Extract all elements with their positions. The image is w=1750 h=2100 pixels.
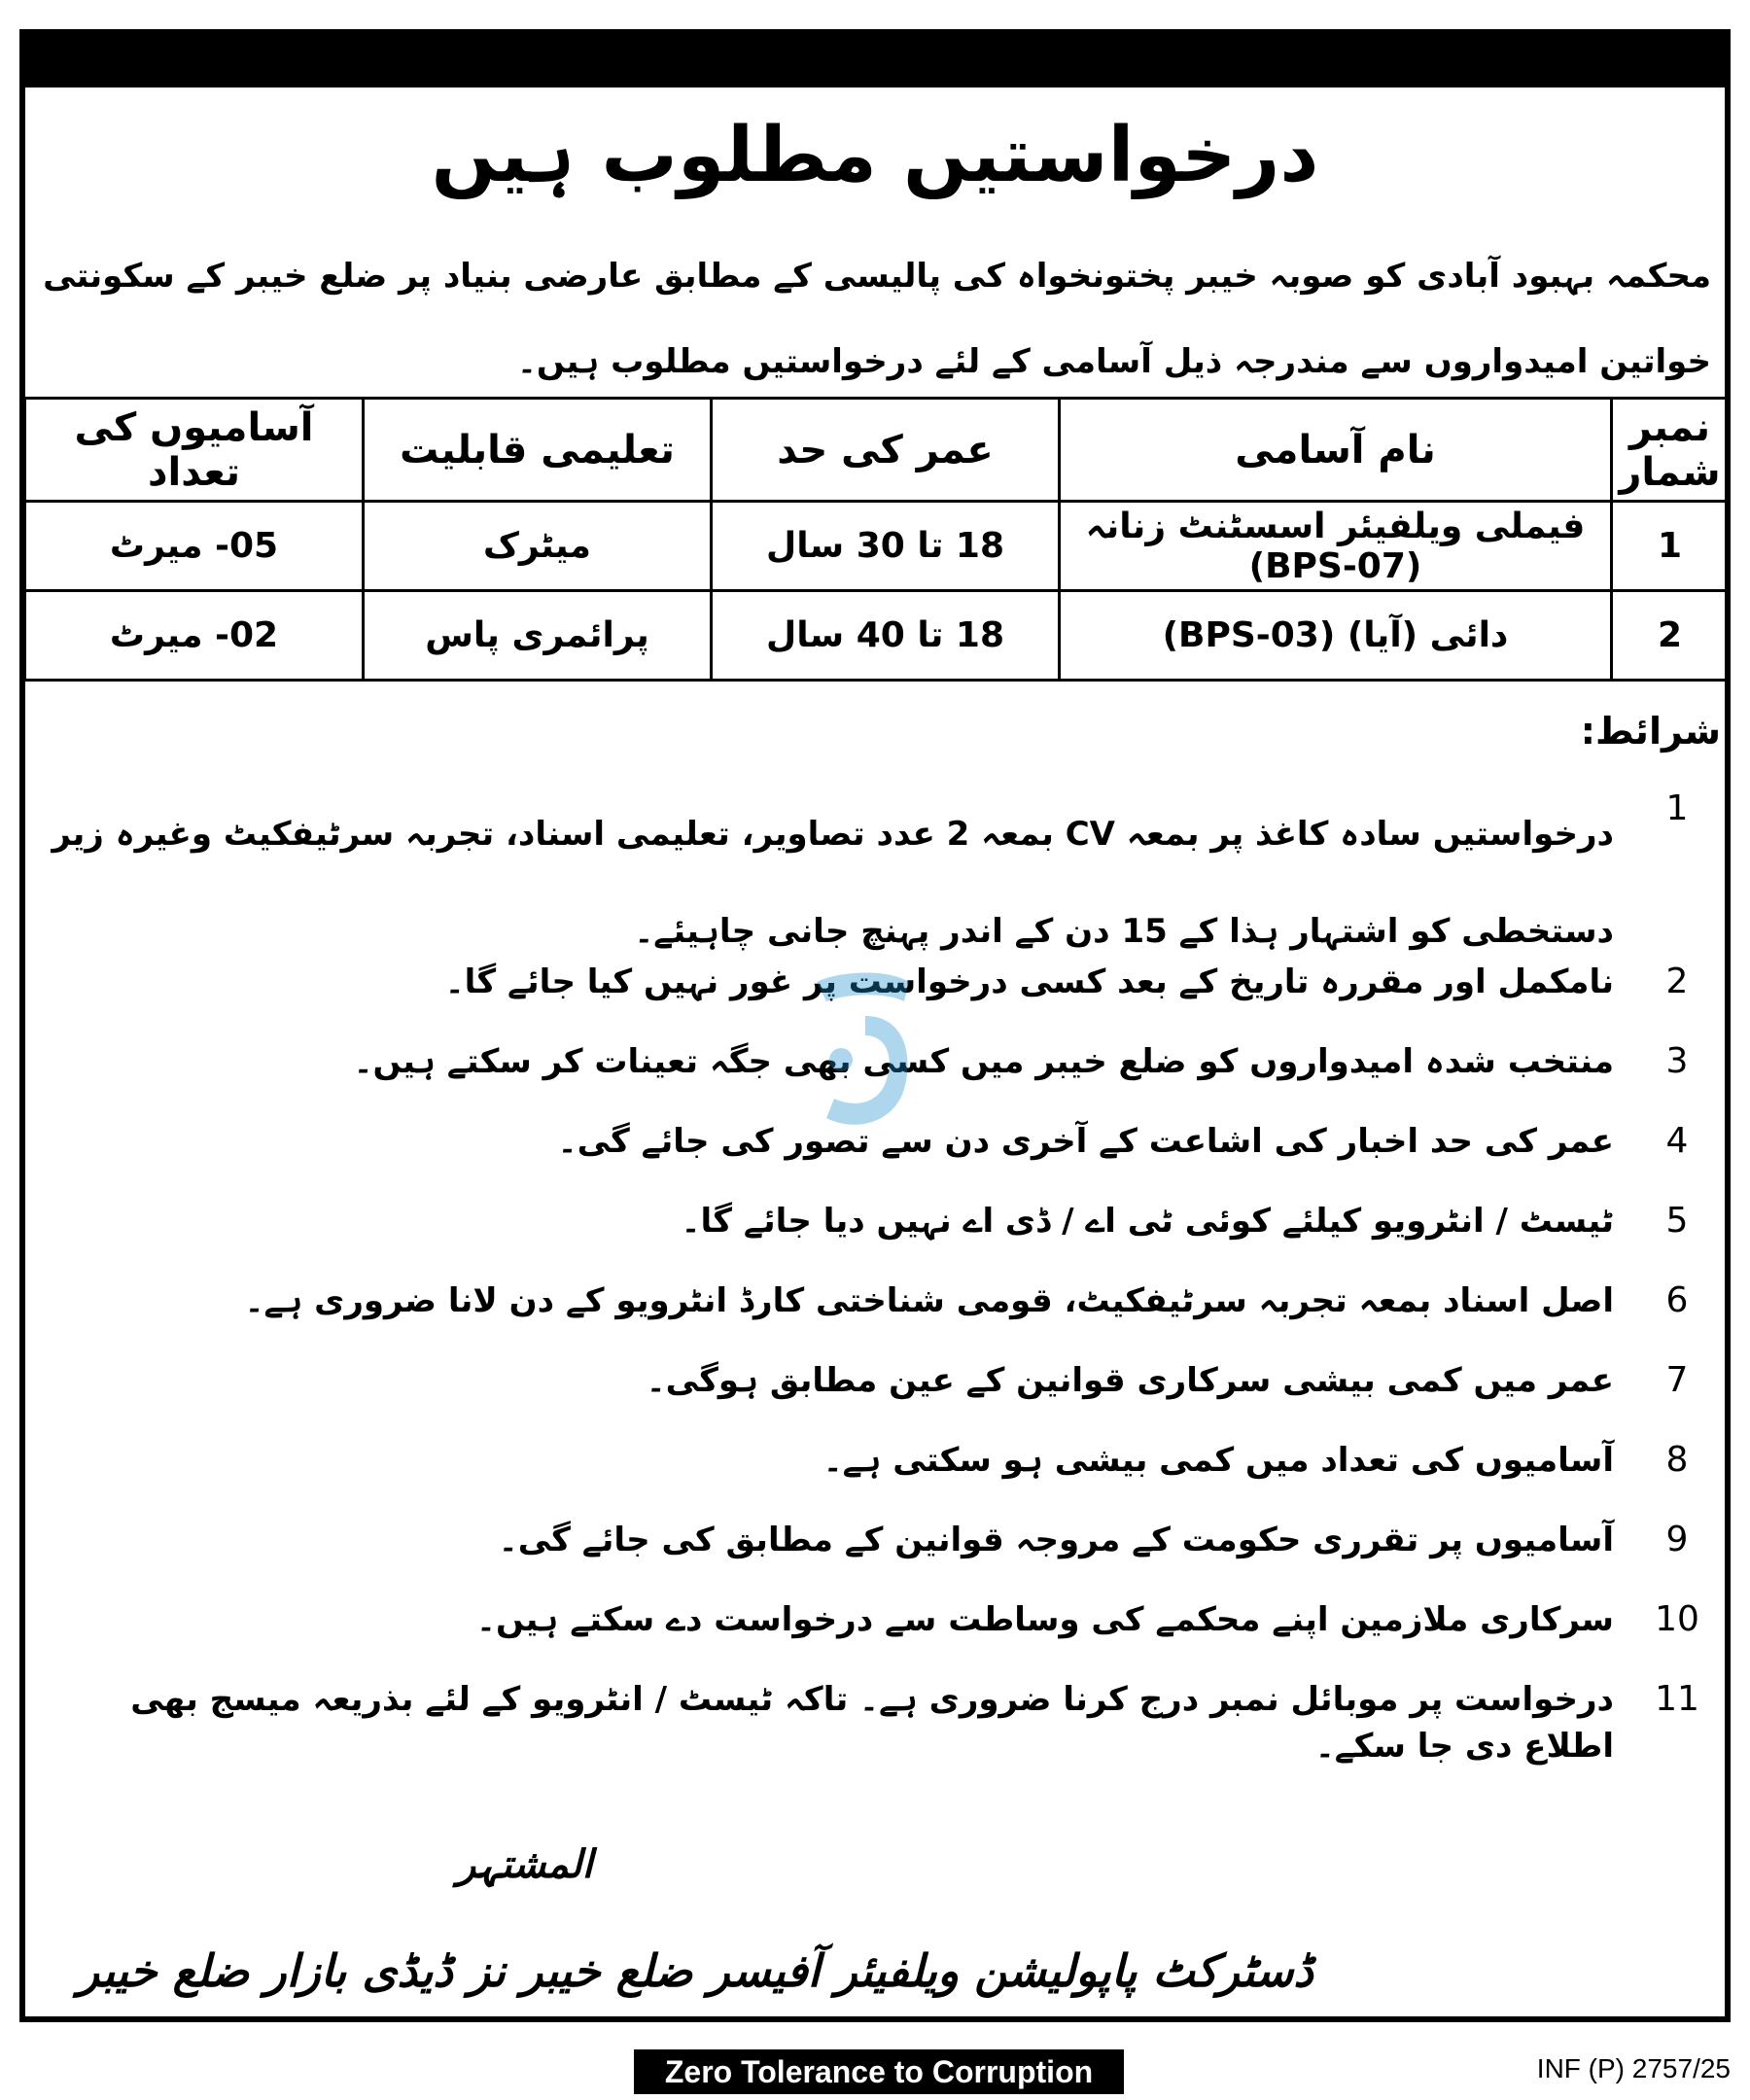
table-header-row	[25, 399, 1729, 502]
cell-qualification: پرائمری پاس	[364, 591, 712, 681]
cell-post-name: دائی (آیا) (BPS-03)	[1060, 591, 1612, 681]
condition-text: آسامیوں کی تعداد میں کمی بیشی ہو سکتی ہے۔	[822, 1441, 1614, 1480]
posts-table	[23, 397, 1730, 682]
condition-item	[29, 1198, 1711, 1244]
cell-post-count: 05- میرٹ	[25, 502, 364, 591]
header-post-name: نام آسامی	[1060, 399, 1612, 502]
condition-number: 6	[1665, 1280, 1689, 1320]
cell-age-limit: 18 تا 40 سال	[712, 591, 1060, 681]
condition-item	[29, 1676, 1711, 1769]
condition-item	[29, 1596, 1711, 1643]
advertiser-signature: ڈسٹرکٹ پاپولیشن ویلفیئر آفیسر ضلع خیبر نز ڈیڈی بازار ضلع خیبر	[78, 1944, 1313, 1997]
conditions-heading: شرائط:	[1580, 710, 1721, 752]
condition-number: 8	[1665, 1440, 1689, 1480]
condition-item	[29, 786, 1711, 980]
cell-post-count: 02- میرٹ	[25, 591, 364, 681]
condition-text: منتخب شدہ امیدواروں کو ضلع خیبر میں کسی بھی جگہ تعینات کر سکتے ہیں۔	[353, 1042, 1614, 1081]
condition-number: 10	[1655, 1599, 1699, 1639]
page-title: درخواستیں مطلوب ہیں	[431, 112, 1319, 199]
footer-reference: INF (P) 2757/25	[1536, 2053, 1731, 2083]
cell-post-name: فیملی ویلفیئر اسسٹنٹ زنانہ (BPS-07)	[1060, 502, 1612, 591]
intro-paragraph: محکمہ بہبود آبادی کو صوبہ خیبر پختونخواہ کی پالیسی کے مطابق عارضی بنیاد پر ضلع خیبر کے سکونتی خواتین امیدواروں سے مندرجہ ذیل آسامی کے لئے درخواستیں مطلوب ہیں۔	[43, 257, 1711, 381]
cell-qualification: میٹرک	[364, 502, 712, 591]
condition-text: سرکاری ملازمین اپنے محکمے کی وساطت سے درخواست دے سکتے ہیں۔	[476, 1600, 1614, 1639]
cell-serial: 2	[1612, 591, 1729, 681]
header-serial: نمبر شمار	[1612, 399, 1729, 502]
condition-text: ٹیسٹ / انٹرویو کیلئے کوئی ٹی اے / ڈی اے نہیں دیا جائے گا۔	[681, 1202, 1614, 1241]
condition-text: آسامیوں پر تقرری حکومت کے مروجہ قوانین کے مطابق کی جائے گی۔	[498, 1521, 1614, 1559]
condition-item	[29, 1517, 1711, 1563]
condition-item	[29, 1437, 1711, 1484]
table-row	[25, 502, 1729, 591]
watermark-logo-icon	[797, 962, 924, 1147]
condition-number: 3	[1665, 1041, 1689, 1081]
condition-item	[29, 1357, 1711, 1404]
advertiser-label: المشتہر	[457, 1842, 593, 1887]
condition-number: 5	[1665, 1201, 1689, 1241]
condition-number: 4	[1665, 1121, 1689, 1161]
cell-serial: 1	[1612, 502, 1729, 591]
condition-number: 1	[1665, 788, 1689, 828]
condition-text: درخواستیں سادہ کاغذ پر بمعہ CV بمعہ 2 عدد تصاویر، تعلیمی اسناد، تجربہ سرٹیفکیٹ وغیرہ زیر دستخطی کو اشتہار ہذا کے 15 دن کے اندر پہنچ جانی چاہیئے۔	[52, 815, 1614, 951]
header-age-limit: عمر کی حد	[712, 399, 1060, 502]
condition-number: 7	[1665, 1360, 1689, 1400]
condition-text: نامکمل اور مقررہ تاریخ کے بعد کسی درخواست پر غور نہیں کیا جائے گا۔	[444, 962, 1614, 1001]
cell-age-limit: 18 تا 30 سال	[712, 502, 1060, 591]
condition-number: 9	[1665, 1520, 1689, 1559]
condition-item	[29, 1278, 1711, 1324]
condition-text: اصل اسناد بمعہ تجربہ سرٹیفکیٹ، قومی شناختی کارڈ انٹرویو کے دن لانا ضروری ہے۔	[244, 1281, 1614, 1320]
condition-text: عمر کی حد اخبار کی اشاعت کے آخری دن سے تصور کی جائے گی۔	[557, 1122, 1614, 1161]
condition-text: عمر میں کمی بیشی سرکاری قوانین کے عین مطابق ہوگی۔	[646, 1361, 1614, 1400]
condition-text: درخواست پر موبائل نمبر درج کرنا ضروری ہے۔ تاکہ ٹیسٹ / انٹرویو کے لئے بذریعہ میسج بھی اطلاع دی جا سکے۔	[130, 1680, 1614, 1766]
condition-number: 2	[1665, 962, 1689, 1001]
title-box	[25, 88, 1725, 224]
footer-slogan: Zero Tolerance to Corruption	[634, 2049, 1124, 2094]
header-qualification: تعلیمی قابلیت	[364, 399, 712, 502]
header-post-count: آسامیوں کی تعداد	[25, 399, 364, 502]
table-row	[25, 591, 1729, 681]
condition-number: 11	[1655, 1679, 1699, 1719]
